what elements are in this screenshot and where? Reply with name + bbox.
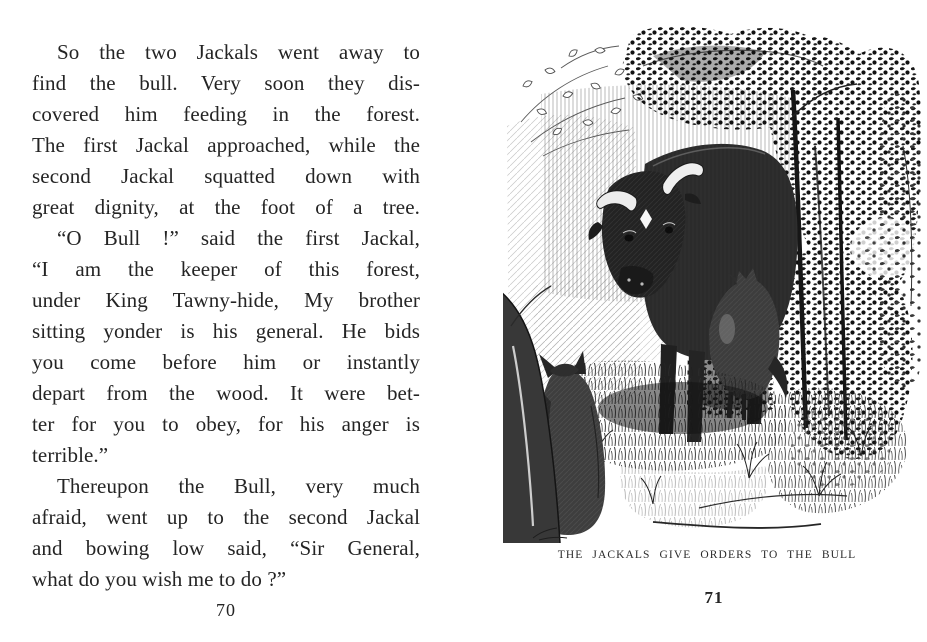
text-line: what do you wish me to do ?” bbox=[32, 567, 287, 591]
text-line: you come before him or instantly bbox=[32, 350, 420, 374]
left-page-text bbox=[32, 37, 420, 595]
text-line: “O Bull !” said the first Jackal, bbox=[57, 226, 420, 250]
illustration-caption: THE JACKALS GIVE ORDERS TO THE BULL bbox=[557, 549, 857, 561]
text-line: terrible.” bbox=[32, 443, 109, 467]
text-line: and bowing low said, “Sir General, bbox=[32, 536, 420, 560]
text-line: The first Jackal approached, while the bbox=[32, 133, 420, 157]
jackals-bull-engraving bbox=[503, 26, 925, 545]
text-line: depart from the wood. It were bet- bbox=[32, 381, 420, 405]
text-line: second Jackal squatted down with bbox=[32, 164, 420, 188]
illustration-frame bbox=[503, 26, 925, 545]
text-line: covered him feeding in the forest. bbox=[32, 102, 420, 126]
text-line: ter for you to obey, for his anger is bbox=[32, 412, 420, 436]
page-number-left: 70 bbox=[216, 600, 236, 620]
text-line: under King Tawny-hide, My brother bbox=[32, 288, 420, 312]
text-line: So the two Jackals went away to bbox=[57, 40, 420, 64]
text-line: sitting yonder is his general. He bids bbox=[32, 319, 420, 343]
text-line: great dignity, at the foot of a tree. bbox=[32, 195, 420, 219]
page-number-right: 71 bbox=[704, 588, 724, 607]
text-line: “I am the keeper of this forest, bbox=[32, 257, 420, 281]
text-line: Thereupon the Bull, very much bbox=[57, 474, 420, 498]
text-line: afraid, went up to the second Jackal bbox=[32, 505, 420, 529]
text-line: find the bull. Very soon they dis- bbox=[32, 71, 420, 95]
